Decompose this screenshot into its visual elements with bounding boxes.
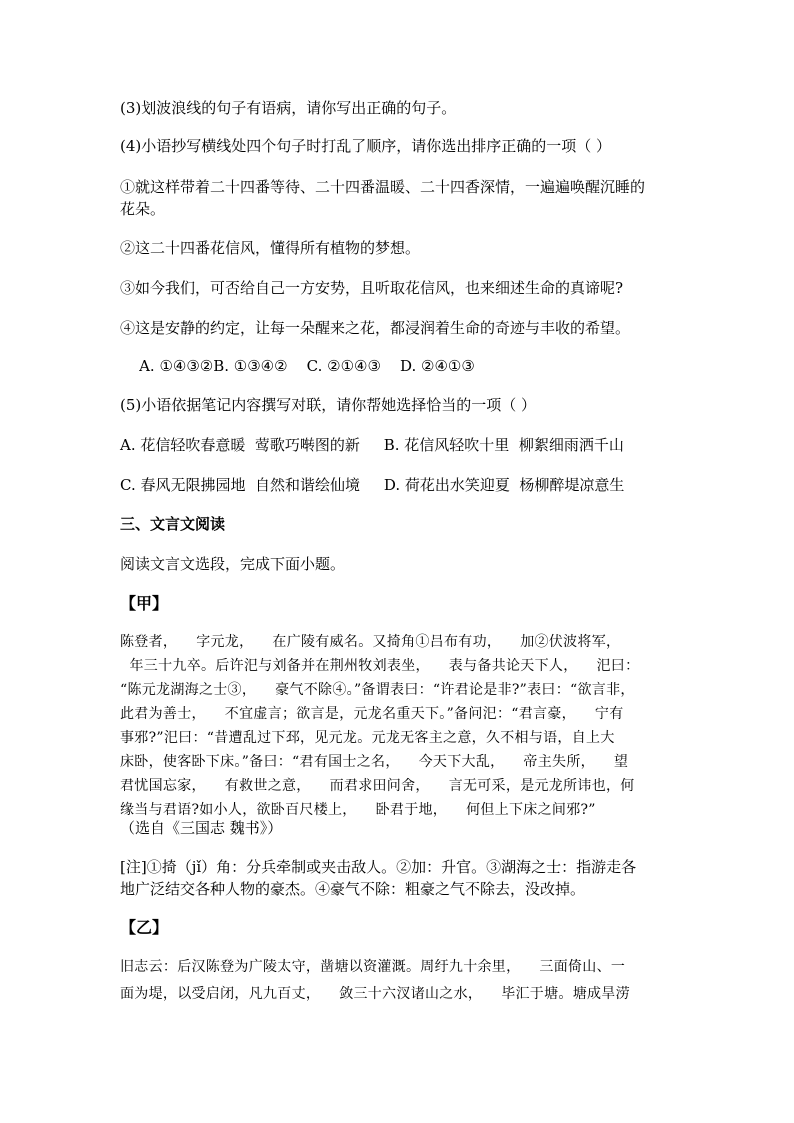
question-5-options-cd: C. 春风无限拂园地 自然和谐绘仙境 D. 荷花出水笑迎夏 杨柳醉堤凉意生: [120, 476, 625, 494]
passage-jia-label: 【甲】: [120, 594, 169, 613]
jia-line-7: 君忧国忘家， 有救世之意， 而君求田问舍， 言无可采，是元龙所讳也，何: [120, 778, 635, 794]
jia-line-4: 此君为善士， 不宜虚言；欲言是，元龙名重天下。”备问汜：“君言豪， 宁有: [120, 706, 624, 722]
section-3-title: 三、文言文阅读: [120, 515, 226, 533]
question-3: (3)划波浪线的句子有语病，请你写出正确的句子。: [120, 99, 457, 117]
passage-yi-label: 【乙】: [120, 918, 169, 937]
passage-source: （选自《三国志 魏书》）: [120, 819, 283, 837]
question-5-options-ab: A. 花信轻吹春意暖 莺歌巧啭图的新 B. 花信风轻吹十里 柳絮细雨洒千山: [120, 436, 624, 454]
yi-line-1: 旧志云：后汉陈登为广陵太守，凿塘以资灌溉。周纡九十余里， 三面倚山、一: [120, 959, 626, 975]
note-line-1: [注]①掎（jǐ）角：分兵牵制或夹击敌人。②加：升官。③湖海之士：指游走各: [120, 858, 637, 876]
jia-line-8: 缘当与君语?如小人，欲卧百尺楼上， 卧君于地， 何但上下床之间邪?”: [120, 802, 596, 818]
question-4: (4)小语抄写横线处四个句子时打乱了顺序，请你选出排序正确的一项（ ）: [120, 137, 612, 155]
jia-line-5: 事邪?”汜曰：“昔遭乱过下邳，见元龙。元龙无客主之意，久不相与语，自上大: [120, 730, 615, 746]
note-line-2: 地广泛结交各种人物的豪杰。④豪气不除：粗豪之气不除去，没改掉。: [120, 880, 586, 898]
sentence-1-line-1: ①就这样带着二十四番等待、二十四番温暖、二十四香深情，一遍遍唤醒沉睡的: [120, 178, 646, 196]
jia-line-6: 床卧，使客卧下床。”备曰：“君有国士之名， 今天下大乱， 帝主失所， 望: [120, 754, 629, 770]
sentence-1-line-2: 花朵。: [120, 200, 166, 218]
jia-line-2: 年三十九卒。后许汜与刘备并在荆州牧刘表坐， 表与备共论天下人， 汜曰：: [120, 658, 640, 674]
jia-line-1: 陈登者， 字元龙， 在广陵有威名。又掎角①吕布有功， 加②伏波将军，: [120, 634, 621, 650]
question-5: (5)小语依据笔记内容撰写对联，请你帮她选择恰当的一项（ ）: [120, 396, 537, 414]
sentence-2: ②这二十四番花信风，懂得所有植物的梦想。: [120, 239, 421, 257]
question-4-options: A. ①④③②B. ①③④② C. ②①④③ D. ②④①③: [120, 357, 475, 375]
yi-line-2: 面为堤，以受启闭，凡九百丈， 敛三十六汊诸山之水， 毕汇于塘。塘成旱涝: [120, 986, 630, 1002]
sentence-4: ④这是安静的约定，让每一朵醒来之花，都浸润着生命的奇迹与丰收的希望。: [120, 319, 631, 337]
section-3-intro: 阅读文言文选段，完成下面小题。: [120, 555, 346, 573]
jia-line-3: “陈元龙湖海之士③， 豪气不除④。”备谓表曰：“许君论是非?”表曰：“欲言非，: [120, 682, 635, 698]
sentence-3: ③如今我们，可否给自己一方安势，且听取花信风，也来细述生命的真谛呢?: [120, 279, 624, 297]
